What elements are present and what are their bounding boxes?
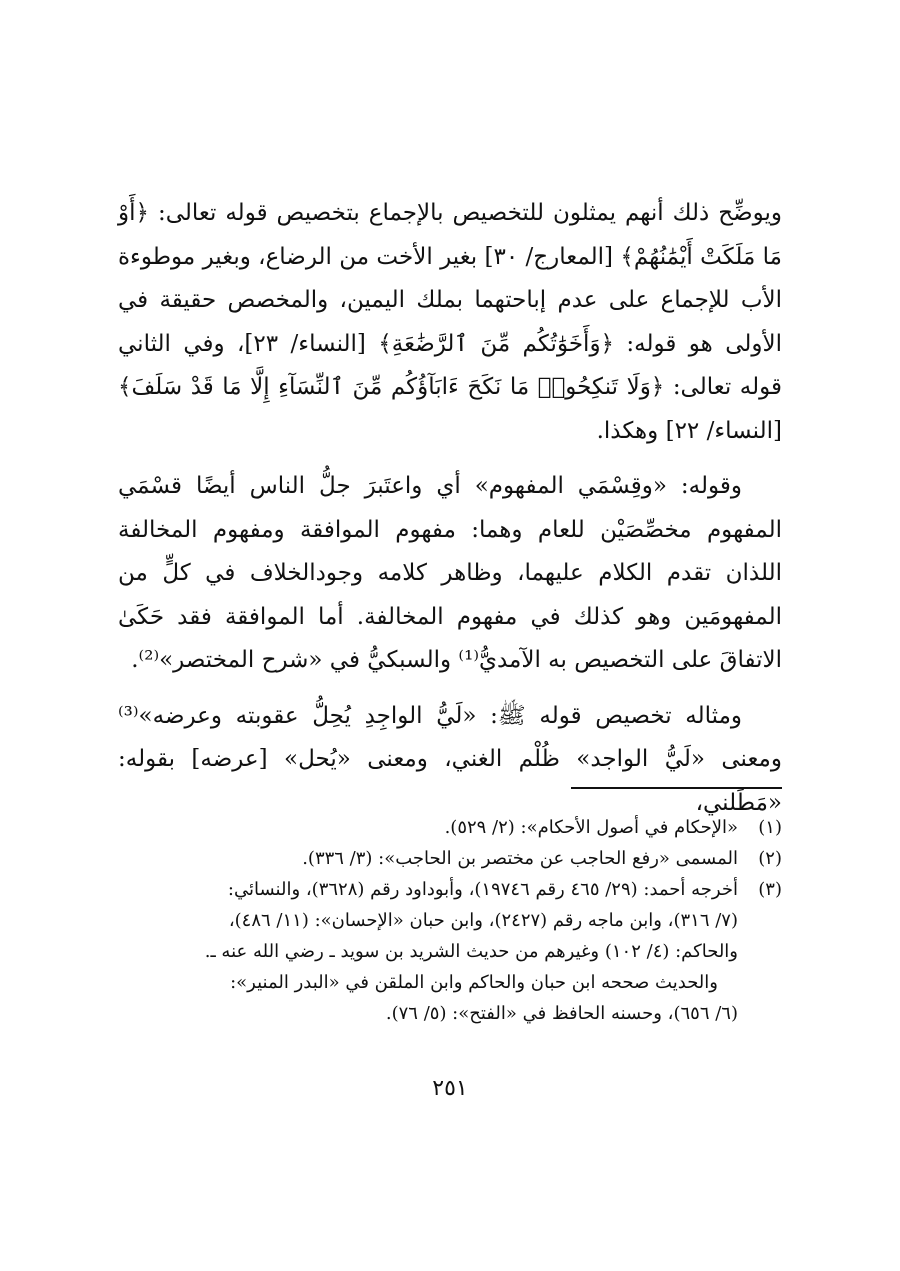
paragraph-3: ومثاله تخصيص قوله ﷺ: «لَيُّ الواجِدِ يُحِلُّ عقوبته وعرضه»⁽³⁾ ومعنى «لَيُّ الواجد» ظُلْم الغني، ومعنى «يُحل» [عرضه] بقوله: «مَطَلني، — [118, 702, 782, 816]
footnotes — [118, 812, 782, 1029]
main-text — [118, 192, 782, 825]
footnote-number: (١) — [758, 817, 782, 838]
footnote-text: المسمى «رفع الحاجب عن مختصر بن الحاجب»: (٣/ ٣٣٦). — [302, 848, 738, 869]
footnote-3-line-2: (٧/ ٣١٦)، وابن ماجه رقم (٢٤٢٧)، وابن حبان «الإحسان»: (١١/ ٤٨٦)، — [228, 910, 738, 931]
footnote-3-line-3: والحاكم: (٤/ ١٠٢) وغيرهم من حديث الشريد بن سويد ـ رضي الله عنه ـ. — [204, 941, 738, 962]
page-number: ٢٥١ — [432, 1076, 468, 1101]
footnote-2 — [118, 843, 782, 874]
footnote-3-line-5: (٦/ ٦٥٦)، وحسنه الحافظ في «الفتح»: (٥/ ٧٦). — [385, 1003, 738, 1024]
footnote-3 — [118, 874, 782, 905]
footnote-text: أخرجه أحمد: (٢٩/ ٤٦٥ رقم ١٩٧٤٦)، وأبوداود رقم (٣٦٢٨)، والنسائي: — [227, 879, 738, 900]
paragraph-1: ويوضِّح ذلك أنهم يمثلون للتخصيص بالإجماع بتخصيص قوله تعالى: ﴿أَوْ مَا مَلَكَتْ أَيْمَٰنُهُمْ﴾ [المعارج/ ٣٠] بغير الأخت من الرضاع، وبغير موطوءة الأب للإجماع على عدم إباحتهما بملك اليمين، والمخصص حقيقة في الأولى هو قوله: ﴿وَأَخَوَٰتُكُم مِّنَ ٱلرَّضَٰعَةِ﴾ [النساء/ ٢٣]، وفي الثاني قوله تعالى: ﴿وَلَا تَنكِحُوا۟ مَا نَكَحَ ءَابَآؤُكُم مِّنَ ٱلنِّسَآءِ إِلَّا مَا قَدْ سَلَفَ﴾ [النساء/ ٢٢] وهكذا. — [118, 200, 782, 444]
footnote-3-line-4: والحديث صححه ابن حبان والحاكم وابن الملقن في «البدر المنير»: — [230, 972, 718, 993]
footnote-number: (٣) — [758, 879, 782, 900]
footnote-divider — [571, 787, 782, 789]
paragraph-2: وقوله: «وقِسْمَي المفهوم» أي واعتَبرَ جلُّ الناس أيضًا قسْمَي المفهوم مخصِّصَيْن للعام وهما: مفهوم الموافقة ومفهوم المخالفة اللذان تقدم الكلام عليهما، وظاهر كلامه وجودالخلاف في كلٍّ من المفهومَين وهو كذلك في مفهوم المخالفة. أما الموافقة فقد حَكَىٰ الاتفاقَ على التخصيص به الآمديُّ⁽¹⁾ والسبكيُّ في «شرح المختصر»⁽²⁾. — [118, 473, 782, 673]
footnote-text: «الإحكام في أصول الأحكام»: (٢/ ٥٢٩). — [444, 817, 738, 838]
footnote-number: (٢) — [758, 848, 782, 869]
footnote-1 — [118, 812, 782, 843]
